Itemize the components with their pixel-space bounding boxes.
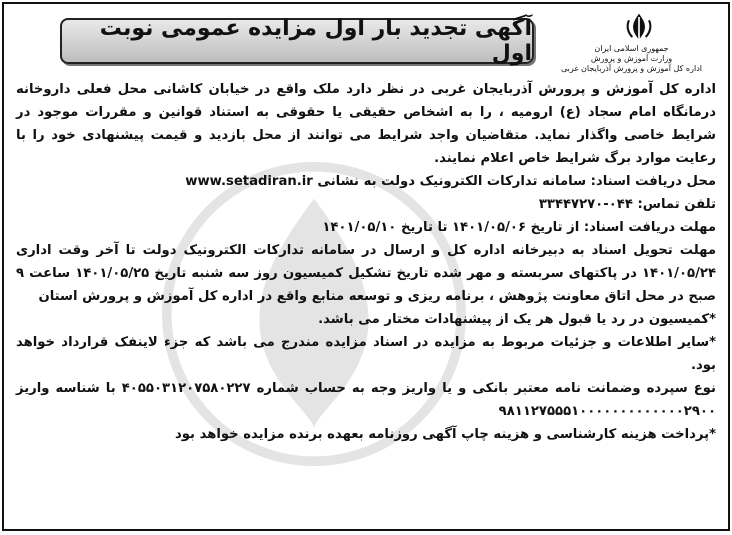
emblem-line-2: وزارت آموزش و پرورش bbox=[590, 54, 673, 63]
delivery-paragraph: مهلت تحویل اسناد به دبیرخانه اداره کل و ارسال در سامانه تدارکات الکترونیک دولت تا آخر وقت اداری ۱۴۰۱/۰۵/۲۴ در پاکتهای سربسته و مهر شده تاریخ تشکیل کمیسیون روز سه شنبه تاریخ ۱۴۰۱/۰۵/۲۵ ساعت ۹ صبح در محل اتاق معاونت پژوهش ، برنامه ریزی و توسعه منابع واقع در اداره کل آموزش و پرورش استان bbox=[16, 243, 716, 304]
organization-emblem bbox=[549, 12, 714, 74]
setad-url-link[interactable]: www.setadiran.ir bbox=[185, 174, 313, 189]
deadline-line: مهلت دریافت اسناد: از تاریخ ۱۴۰۱/۰۵/۰۶ تا تاریخ ۱۴۰۱/۰۵/۱۰ bbox=[322, 220, 716, 235]
title-banner bbox=[60, 18, 534, 64]
phone-number: ۰۴۴-۳۳۴۴۷۲۷۰ bbox=[538, 197, 633, 212]
other-info-note: *سایر اطلاعات و جزئیات مربوط به مزایده در اسناد مزایده مندرج می باشد که جزء لاینفک قرارداد خواهد بود. bbox=[16, 335, 716, 373]
header bbox=[12, 12, 720, 74]
intro-paragraph: اداره کل آموزش و پرورش آذربایجان غربی در نظر دارد ملک واقع در خیابان کاشانی محل فعلی داروخانه درمانگاه امام سجاد (ع) ارومیه ، را به اشخاص حقیقی یا حقوقی به استناد قوانین و مقررات موجود در شرایط خاصی واگذار نماید. متقاضیان واجد شرایط می توانند از محل بازدید و قیمت پیشنهادی خود را با رعایت موارد برگ شرایط خاص اعلام نمایند. bbox=[16, 82, 716, 166]
costs-note: *پرداخت هزینه کارشناسی و هزینه چاپ آگهی روزنامه بعهده برنده مزایده خواهد بود bbox=[175, 427, 716, 442]
phone-line bbox=[16, 193, 716, 216]
commission-note: *کمیسیون در رد یا قبول هر یک از پیشنهادات مختار می باشد. bbox=[318, 312, 716, 327]
emblem-line-1: جمهوری اسلامی ایران bbox=[594, 44, 669, 53]
emblem-line-3: اداره کل آموزش و پرورش آذربایجان غربی bbox=[561, 64, 702, 73]
iran-emblem-icon bbox=[622, 12, 656, 42]
organization-caption bbox=[549, 44, 714, 74]
phone-label: تلفن تماس: bbox=[637, 197, 716, 212]
page-title: آگهی تجدید بار اول مزایده عمومی نوبت اول bbox=[99, 16, 532, 66]
doc-place-line bbox=[16, 170, 716, 193]
doc-place-label: محل دریافت اسناد: سامانه تدارکات الکترونیک دولت به نشانی bbox=[317, 174, 716, 189]
announcement-body bbox=[16, 78, 716, 523]
deposit-paragraph: نوع سپرده وضمانت نامه معتبر بانکی و یا واریز وجه به حساب شماره ۴۰۵۵۰۳۱۲۰۷۵۸۰۲۲۷ با شناسه واریز ۹۸۱۱۲۷۵۵۵۱۰۰۰۰۰۰۰۰۰۰۰۰۰۲۹۰۰ bbox=[16, 381, 716, 419]
announcement-page bbox=[2, 2, 730, 531]
